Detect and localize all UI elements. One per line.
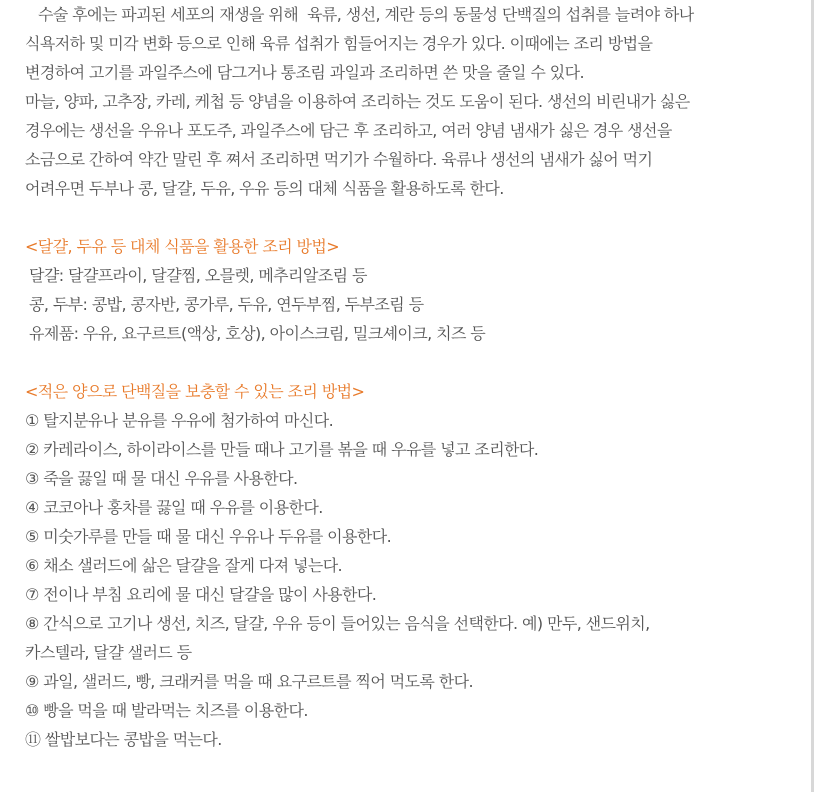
list-item: ⑨ 과일, 샐러드, 빵, 크래커를 먹을 때 요구르트를 찍어 먹도록 한다.: [25, 672, 473, 691]
intro-line: 어려우면 두부나 콩, 달걀, 두유, 우유 등의 대체 식품을 활용하도록 한다.: [25, 179, 504, 198]
list-item: 유제품: 우유, 요구르트(액상, 호상), 아이스크림, 밀크셰이크, 치즈 등: [29, 324, 486, 343]
intro-line: 식욕저하 및 미각 변화 등으로 인해 육류 섭취가 힘들어지는 경우가 있다. 이때에는 조리 방법을: [25, 34, 653, 53]
list-item: ⑩ 빵을 먹을 때 발라먹는 치즈를 이용한다.: [25, 701, 308, 720]
list-item: ① 탈지분유나 분유를 우유에 첨가하여 마신다.: [25, 411, 334, 430]
document-body: [25, 0, 790, 754]
list-item: ⑦ 전이나 부침 요리에 물 대신 달걀을 많이 사용한다.: [25, 585, 377, 604]
protein-section: [25, 377, 790, 754]
intro-line: 마늘, 양파, 고추장, 카레, 케첩 등 양념을 이용하여 조리하는 것도 도움이 된다. 생선의 비린내가 싫은: [25, 92, 690, 111]
section-heading: <적은 양으로 단백질을 보충할 수 있는 조리 방법>: [25, 382, 365, 401]
list-item: ⑪ 쌀밥보다는 콩밥을 먹는다.: [25, 730, 222, 749]
list-item: ② 카레라이스, 하이라이스를 만들 때나 고기를 볶을 때 우유를 넣고 조리한다.: [25, 440, 539, 459]
list-item: ③ 죽을 끓일 때 물 대신 우유를 사용한다.: [25, 469, 298, 488]
list-item: 콩, 두부: 콩밥, 콩자반, 콩가루, 두유, 연두부찜, 두부조림 등: [29, 295, 424, 314]
substitutes-section: [25, 232, 790, 348]
list-item: 카스텔라, 달걀 샐러드 등: [25, 643, 192, 662]
intro-line: 소금으로 간하여 약간 말린 후 쪄서 조리하면 먹기가 수월하다. 육류나 생선의 냄새가 싫어 먹기: [25, 150, 653, 169]
list-item: 달걀: 달걀프라이, 달걀찜, 오믈렛, 메추리알조림 등: [29, 266, 367, 285]
intro-line: 경우에는 생선을 우유나 포도주, 과일주스에 담근 후 조리하고, 여러 양념 냄새가 싫은 경우 생선을: [25, 121, 672, 140]
list-item: ④ 코코아나 홍차를 끓일 때 우유를 이용한다.: [25, 498, 323, 517]
spacer: [25, 203, 790, 232]
list-item: ⑧ 간식으로 고기나 생선, 치즈, 달걀, 우유 등이 들어있는 음식을 선택한다. 예) 만두, 샌드위치,: [25, 614, 650, 633]
section-heading: <달걀, 두유 등 대체 식품을 활용한 조리 방법>: [25, 237, 340, 256]
list-item: ⑥ 채소 샐러드에 삶은 달걀을 잘게 다져 넣는다.: [25, 556, 343, 575]
intro-paragraph: [25, 0, 790, 203]
intro-line: 변경하여 고기를 과일주스에 담그거나 통조림 과일과 조리하면 쓴 맛을 줄일 수 있다.: [25, 63, 584, 82]
intro-line: 수술 후에는 파괴된 세포의 재생을 위해 육류, 생선, 계란 등의 동물성 단백질의 섭취를 늘려야 하나: [29, 5, 694, 24]
spacer: [25, 348, 790, 377]
list-item: ⑤ 미숫가루를 만들 때 물 대신 우유나 두유를 이용한다.: [25, 527, 392, 546]
